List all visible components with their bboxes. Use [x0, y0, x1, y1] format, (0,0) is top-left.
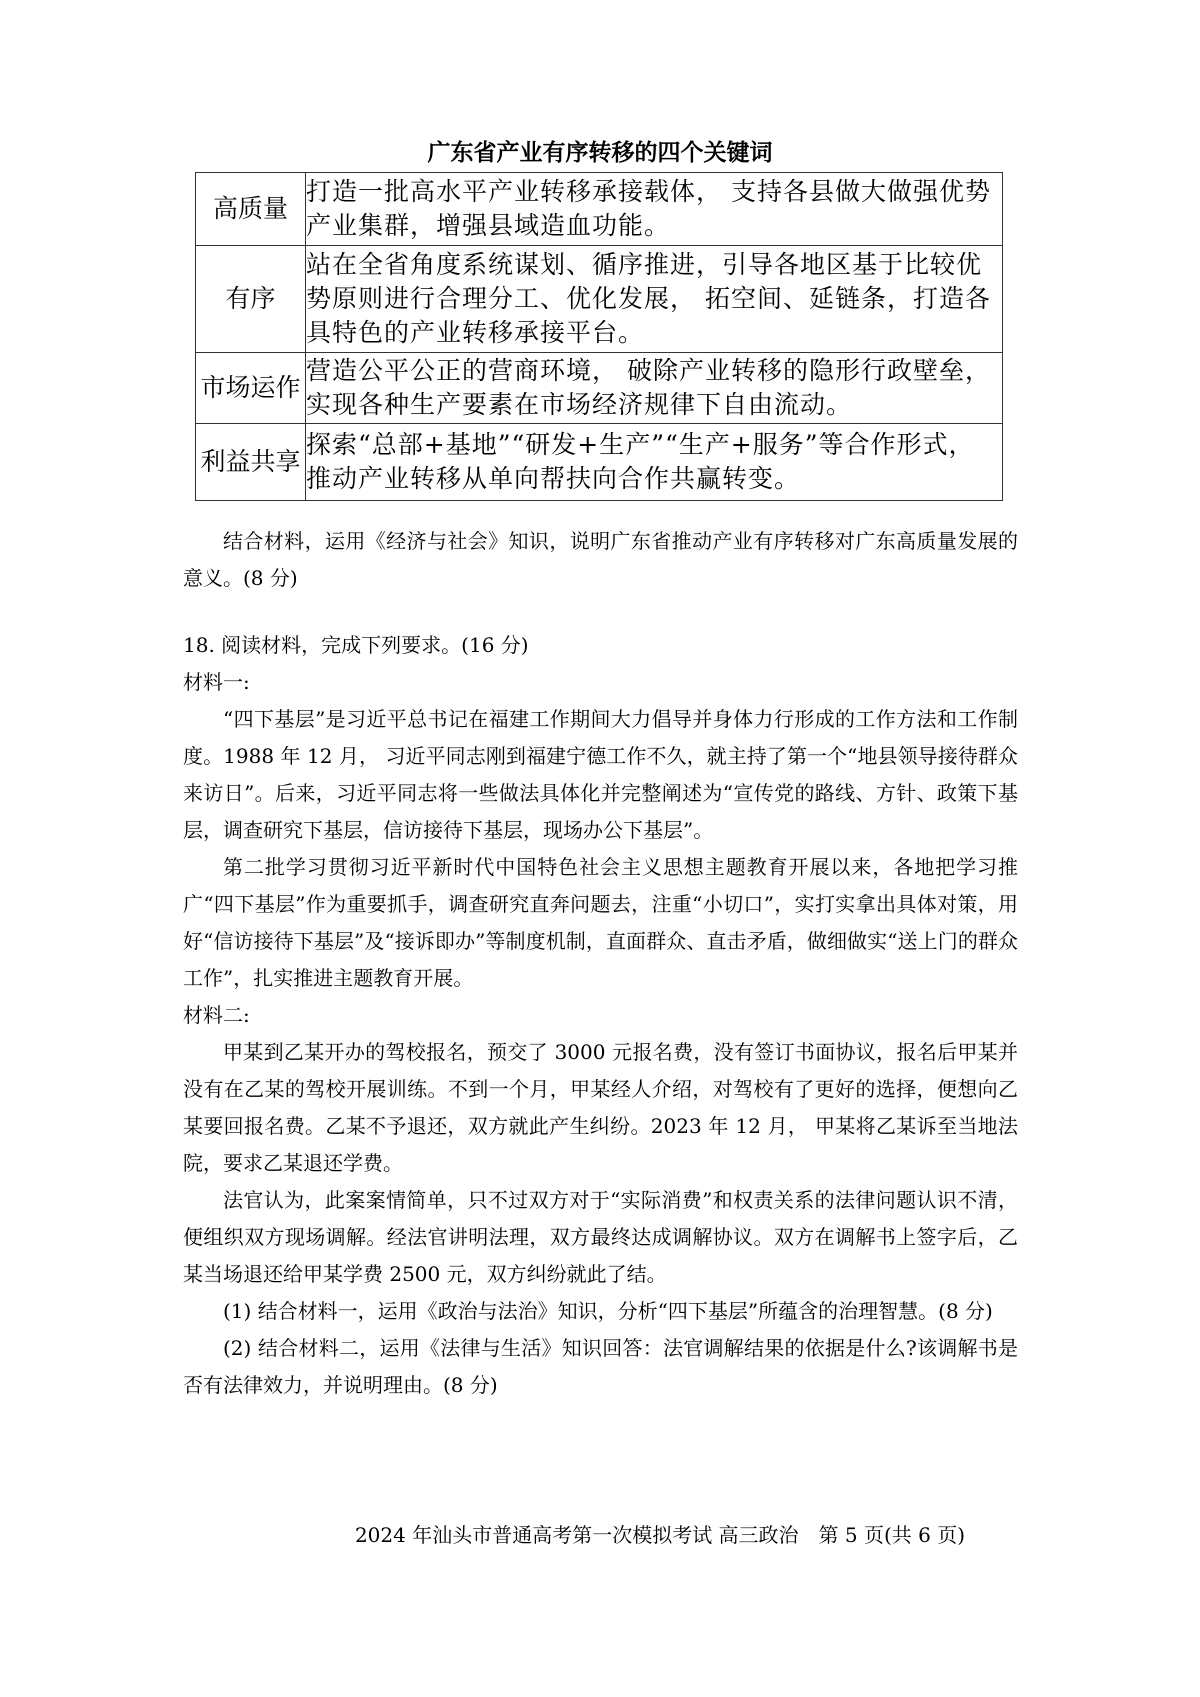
keyword-description: 营造公平公正的营商环境， 破除产业转移的隐形行政壁垒， 实现各种生产要素在市场经济规律下自由流动。	[306, 353, 1003, 424]
q17-question-text: 结合材料，运用《经济与社会》知识，说明广东省推动产业有序转移对广东高质量发展的意义。(8 分)	[183, 529, 1018, 590]
q18-heading: 18. 阅读材料，完成下列要求。(16 分)	[183, 633, 529, 657]
table-row	[196, 173, 1003, 246]
question-17-prompt	[183, 523, 1018, 597]
sub-question-1: (1) 结合材料一，运用《政治与法治》知识，分析“四下基层”所蕴含的治理智慧。(8 分)	[223, 1299, 993, 1323]
table-row	[196, 353, 1003, 424]
keyword-term: 高质量	[196, 173, 306, 246]
table-row	[196, 246, 1003, 353]
material-1-label: 材料一:	[183, 670, 250, 694]
question-18	[183, 627, 1018, 1404]
keyword-description: 探索“总部+基地”“研发+生产”“生产+服务”等合作形式， 推动产业转移从单向帮扶向合作共赢转变。	[306, 424, 1003, 501]
keyword-description: 打造一批高水平产业转移承接载体， 支持各县做大做强优势产业集群，增强县域造血功能。	[306, 173, 1003, 246]
material-1-paragraph-2: 第二批学习贯彻习近平新时代中国特色社会主义思想主题教育开展以来，各地把学习推广“四下基层”作为重要抓手，调查研究直奔问题去，注重“小切口”，实打实拿出具体对策，用好“信访接待下基层”及“接诉即办”等制度机制，直面群众、直击矛盾，做细做实“送上门的群众工作”，扎实推进主题教育开展。	[183, 855, 1018, 990]
keyword-term: 利益共享	[196, 424, 306, 501]
keywords-table	[195, 172, 1003, 501]
material-2-label: 材料二:	[183, 1003, 250, 1027]
keyword-term: 有序	[196, 246, 306, 353]
table-title: 广东省产业有序转移的四个关键词	[427, 139, 773, 166]
material-1-paragraph-1: “四下基层”是习近平总书记在福建工作期间大力倡导并身体力行形成的工作方法和工作制度。1988 年 12 月， 习近平同志刚到福建宁德工作不久，就主持了第一个“地县领导接待群众来访日”。后来，习近平同志将一些做法具体化并完整阐述为“宣传党的路线、方针、政策下基层，调查研究下基层，信访接待下基层，现场办公下基层”。	[183, 707, 1018, 842]
keyword-description: 站在全省角度系统谋划、循序推进，引导各地区基于比较优势原则进行合理分工、优化发展， 拓空间、延链条，打造各具特色的产业转移承接平台。	[306, 246, 1003, 353]
sub-question-2: (2) 结合材料二，运用《法律与生活》知识回答：法官调解结果的依据是什么?该调解书是否有法律效力，并说明理由。(8 分)	[183, 1336, 1018, 1397]
page-footer: 2024 年汕头市普通高考第一次模拟考试 高三政治 第 5 页(共 6 页)	[354, 1523, 966, 1547]
keyword-term: 市场运作	[196, 353, 306, 424]
material-2-paragraph-1: 甲某到乙某开办的驾校报名，预交了 3000 元报名费，没有签订书面协议，报名后甲某并没有在乙某的驾校开展训练。不到一个月，甲某经人介绍，对驾校有了更好的选择，便想向乙某要回报名费。乙某不予退还，双方就此产生纠纷。2023 年 12 月， 甲某将乙某诉至当地法院，要求乙某退还学费。	[183, 1040, 1018, 1175]
material-2-paragraph-2: 法官认为，此案案情简单，只不过双方对于“实际消费”和权责关系的法律问题认识不清，便组织双方现场调解。经法官讲明法理，双方最终达成调解协议。双方在调解书上签字后，乙某当场退还给甲某学费 2500 元，双方纠纷就此了结。	[183, 1188, 1018, 1286]
table-row	[196, 424, 1003, 501]
